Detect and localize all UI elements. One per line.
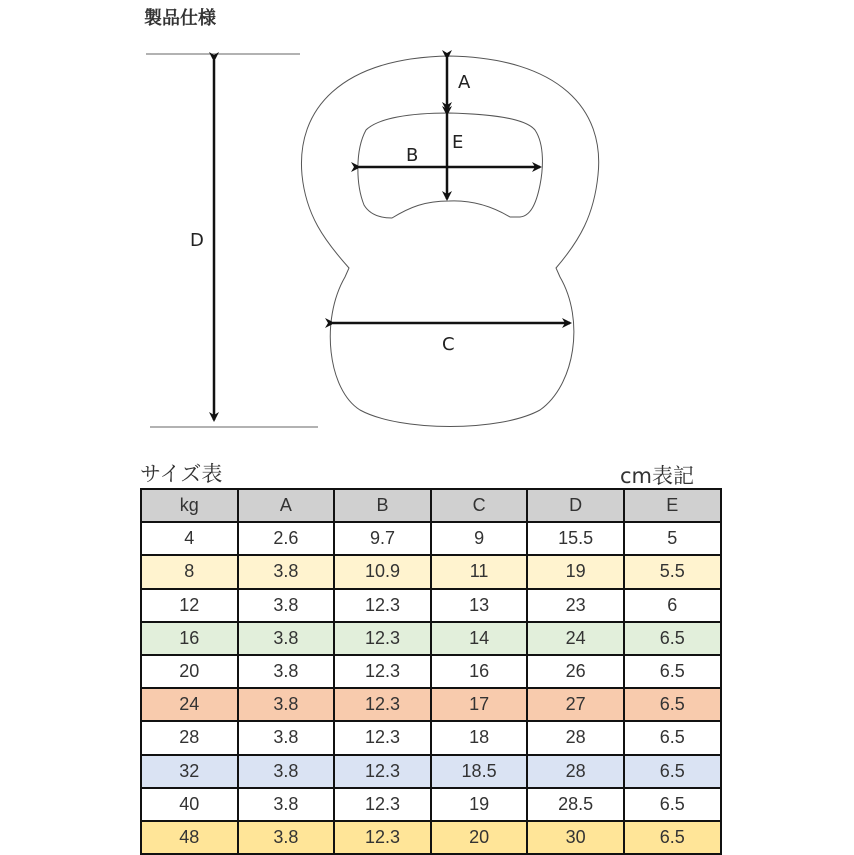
table-row [141, 821, 721, 854]
table-cell: 19 [527, 555, 624, 588]
table-cell: 3.8 [238, 821, 335, 854]
table-row [141, 622, 721, 655]
table-cell: 10.9 [334, 555, 431, 588]
table-cell: 12.3 [334, 721, 431, 754]
table-cell: 24 [527, 622, 624, 655]
table-cell: 6.5 [624, 655, 721, 688]
table-header-row [141, 489, 721, 522]
table-cell: 12.3 [334, 755, 431, 788]
table-cell: 13 [431, 589, 528, 622]
table-cell: 19 [431, 788, 528, 821]
table-cell: 6.5 [624, 721, 721, 754]
table-cell: 3.8 [238, 622, 335, 655]
dimension-label-c: C [442, 334, 455, 355]
table-cell: 4 [141, 522, 238, 555]
table-cell: 12.3 [334, 688, 431, 721]
table-cell: 5.5 [624, 555, 721, 588]
table-row [141, 589, 721, 622]
header-c: C [431, 489, 528, 522]
table-cell: 3.8 [238, 655, 335, 688]
header-kg: kg [141, 489, 238, 522]
table-cell: 23 [527, 589, 624, 622]
table-cell: 40 [141, 788, 238, 821]
table-cell: 18 [431, 721, 528, 754]
dimension-label-a: A [458, 72, 471, 93]
table-row [141, 721, 721, 754]
table-row [141, 688, 721, 721]
table-cell: 16 [141, 622, 238, 655]
table-cell: 20 [141, 655, 238, 688]
dimension-label-d: D [190, 230, 204, 251]
table-cell: 28 [527, 755, 624, 788]
table-cell: 9.7 [334, 522, 431, 555]
table-cell: 3.8 [238, 755, 335, 788]
size-table [140, 488, 722, 855]
table-cell: 28 [527, 721, 624, 754]
table-cell: 32 [141, 755, 238, 788]
unit-note: cm表記 [620, 464, 695, 488]
table-cell: 6.5 [624, 788, 721, 821]
table-cell: 48 [141, 821, 238, 854]
table-cell: 12.3 [334, 655, 431, 688]
header-a: A [238, 489, 335, 522]
table-cell: 3.8 [238, 589, 335, 622]
table-cell: 30 [527, 821, 624, 854]
table-cell: 16 [431, 655, 528, 688]
table-cell: 3.8 [238, 688, 335, 721]
size-table-title: サイズ表 [140, 462, 223, 486]
header-d: D [527, 489, 624, 522]
table-cell: 15.5 [527, 522, 624, 555]
table-cell: 12.3 [334, 589, 431, 622]
table-cell: 6.5 [624, 755, 721, 788]
table-cell: 9 [431, 522, 528, 555]
table-row [141, 655, 721, 688]
table-cell: 14 [431, 622, 528, 655]
table-cell: 12 [141, 589, 238, 622]
table-cell: 26 [527, 655, 624, 688]
table-cell: 18.5 [431, 755, 528, 788]
table-cell: 6.5 [624, 688, 721, 721]
table-cell: 17 [431, 688, 528, 721]
table-row [141, 788, 721, 821]
table-cell: 6 [624, 589, 721, 622]
table-cell: 3.8 [238, 555, 335, 588]
table-cell: 12.3 [334, 821, 431, 854]
dimension-label-b: B [406, 145, 419, 166]
header-e: E [624, 489, 721, 522]
table-cell: 2.6 [238, 522, 335, 555]
table-cell: 3.8 [238, 721, 335, 754]
page-title: 製品仕様 [144, 8, 216, 29]
table-cell: 28 [141, 721, 238, 754]
table-cell: 24 [141, 688, 238, 721]
table-cell: 11 [431, 555, 528, 588]
table-row [141, 555, 721, 588]
table-cell: 5 [624, 522, 721, 555]
table-cell: 8 [141, 555, 238, 588]
table-cell: 6.5 [624, 821, 721, 854]
table-cell: 12.3 [334, 622, 431, 655]
table-cell: 28.5 [527, 788, 624, 821]
table-cell: 27 [527, 688, 624, 721]
table-row [141, 755, 721, 788]
table-cell: 20 [431, 821, 528, 854]
table-cell: 12.3 [334, 788, 431, 821]
header-b: B [334, 489, 431, 522]
table-cell: 3.8 [238, 788, 335, 821]
dimension-label-e: E [452, 132, 464, 153]
table-cell: 6.5 [624, 622, 721, 655]
table-row [141, 522, 721, 555]
